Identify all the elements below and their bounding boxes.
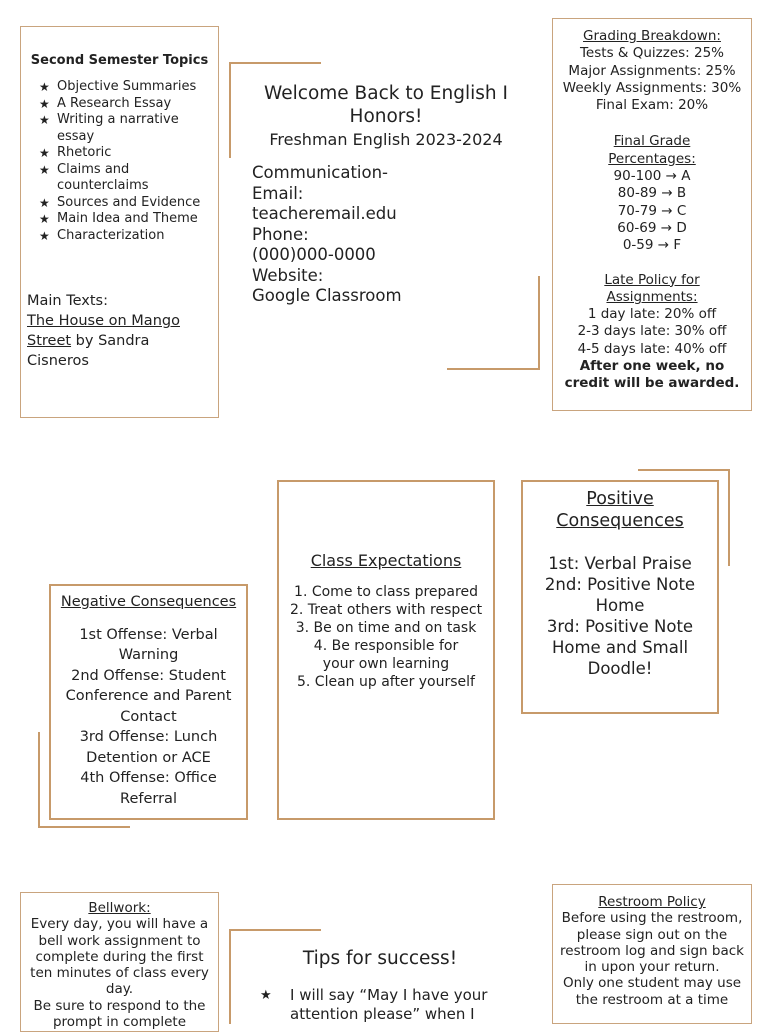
website-label: Website: (252, 265, 324, 285)
restroom-body: Before using the restroom, please sign out on the restroom log and sign back in upon your return. (560, 910, 744, 976)
phone-value: (000)000-0000 (252, 245, 376, 264)
late-policy-item: 4-5 days late: 40% off (577, 340, 727, 357)
grading-panel (552, 18, 752, 411)
communication-label: Communication- (252, 163, 389, 182)
late-policy-item: 2-3 days late: 30% off (577, 323, 727, 340)
praise-item: 1st: Verbal Praise (548, 554, 692, 573)
list-item: ★ Characterization (39, 228, 204, 245)
bellwork-panel (20, 892, 219, 1032)
grading-item: Final Exam: 20% (595, 97, 709, 114)
list-item: ★ A Research Essay (39, 96, 204, 113)
final-grade-title: Final Grade Percentages: (608, 133, 696, 167)
positive-bracket-v (728, 469, 730, 566)
website-value: Google Classroom (252, 286, 402, 305)
grade-scale-item: 60-69 → D (617, 219, 687, 236)
restroom-body2: Only one student may use the restroom at a time (562, 975, 742, 1008)
star-icon: ★ (260, 988, 272, 1003)
welcome-panel (252, 82, 520, 322)
negative-title: Negative Consequences (60, 594, 237, 610)
negative-bracket-v (38, 732, 40, 828)
negative-panel (49, 584, 248, 820)
late-policy-note: After one week, no credit will be awarded. (564, 358, 740, 392)
page-title: Welcome Back to English I Honors! (264, 83, 508, 127)
expectation-item: 4. Be responsible for your own learning (313, 638, 459, 672)
offense-item: 3rd Offense: Lunch Detention or ACE (79, 729, 218, 766)
welcome-bracket-h (231, 62, 321, 64)
restroom-panel (552, 884, 752, 1024)
topics-list (29, 79, 210, 244)
phone-label: Phone: (252, 224, 309, 244)
grading-item: Weekly Assignments: 30% (562, 79, 742, 96)
negative-bracket-h (38, 826, 130, 828)
grading-item: Major Assignments: 25% (568, 62, 736, 79)
list-item: ★ Main Idea and Theme (39, 211, 204, 228)
positive-title: Positive Consequences (556, 489, 684, 531)
email-value: teacheremail.edu (252, 204, 397, 223)
late-policy-item: 1 day late: 20% off (587, 306, 717, 323)
expectation-item: 1. Come to class prepared (294, 584, 478, 600)
topics-title: Second Semester Topics (30, 53, 209, 68)
bellwork-title: Bellwork: (88, 900, 151, 916)
tips-panel (250, 948, 510, 1024)
welcome-bracket-v2 (538, 276, 540, 370)
tip-item (250, 986, 510, 1024)
tip-text: I will say “May I have your attention please” when I (290, 986, 488, 1023)
grade-scale-item: 70-79 → C (617, 202, 687, 219)
bellwork-body: Every day, you will have a bell work assignment to complete during the first ten minutes of class every day. (30, 916, 209, 998)
expectations-title: Class Expectations (310, 551, 462, 570)
list-item: ★ Sources and Evidence (39, 195, 204, 212)
main-texts (27, 291, 210, 371)
positive-bracket-h (638, 469, 730, 471)
main-texts-label: Main Texts: (27, 293, 108, 309)
grading-title: Grading Breakdown: (583, 28, 721, 44)
contact-info (252, 163, 520, 307)
welcome-bracket-v (229, 62, 231, 158)
tips-title: Tips for success! (302, 948, 458, 969)
grade-scale-item: 90-100 → A (613, 168, 691, 185)
expectation-item: 5. Clean up after yourself (297, 674, 475, 690)
tips-bracket-h (231, 929, 321, 931)
email-label: Email: (252, 183, 304, 203)
bellwork-body2: Be sure to respond to the prompt in complete (33, 997, 206, 1031)
grading-item: Tests & Quizzes: 25% (579, 45, 725, 62)
page-subtitle: Freshman English 2023-2024 (269, 130, 503, 149)
grade-scale-item: 80-89 → B (617, 185, 687, 202)
expectation-item: 3. Be on time and on task (295, 620, 477, 636)
book-author: by Sandra Cisneros (27, 333, 150, 369)
praise-item: 3rd: Positive Note Home and Small Doodle! (546, 617, 694, 678)
offense-item: 1st Offense: Verbal Warning (79, 626, 218, 663)
expectations-panel (277, 480, 495, 820)
restroom-title: Restroom Policy (598, 894, 706, 910)
book-title: The House on Mango Street (27, 313, 180, 349)
positive-panel (521, 480, 719, 714)
late-policy-title: Late Policy for Assignments: (604, 271, 700, 305)
offense-item: 4th Offense: Office Referral (80, 770, 217, 807)
list-item: ★ Writing a narrative essay (39, 112, 204, 145)
tips-bracket-v (229, 929, 231, 1024)
expectation-item: 2. Treat others with respect (289, 602, 483, 618)
list-item: ★ Rhetoric (39, 145, 204, 162)
list-item: ★ Claims and counterclaims (39, 162, 204, 195)
topics-panel (20, 26, 219, 418)
welcome-bracket-h2 (447, 368, 540, 370)
offense-item: 2nd Offense: Student Conference and Parent Contact (65, 667, 232, 725)
grade-scale-item: 0-59 → F (622, 237, 682, 254)
praise-item: 2nd: Positive Note Home (544, 575, 696, 615)
list-item: ★ Objective Summaries (39, 79, 204, 96)
